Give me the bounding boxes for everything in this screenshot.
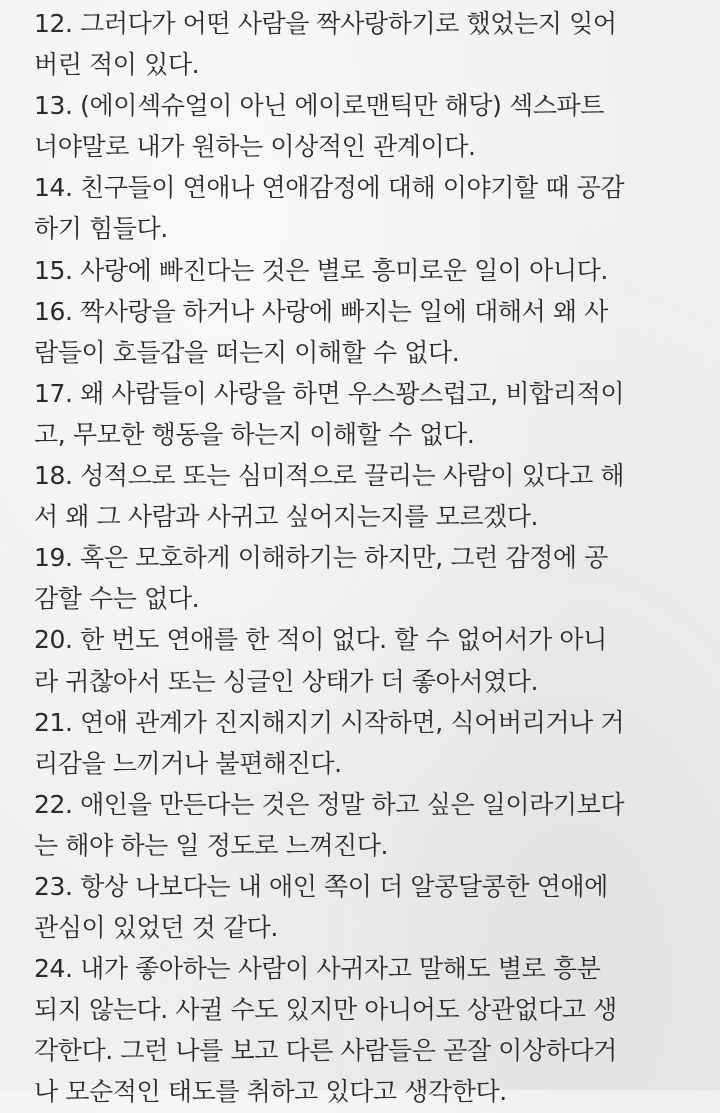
text-line: 각한다. 그런 나를 보고 다른 사람들은 곧잘 이상하다거 [34,1036,617,1066]
text-line: 나 모순적인 태도를 취하고 있다고 생각한다. [34,1077,507,1107]
list-item [34,537,700,619]
text-line: 감할 수는 없다. [34,584,200,614]
list-item [34,3,700,85]
list-item [34,784,700,866]
text-line: 되지 않는다. 사귈 수도 있지만 아니어도 상관없다고 생 [34,995,617,1025]
text-line: 21. 연애 관계가 진지해지기 시작하면, 식어버리거나 거 [34,707,625,737]
list-item [34,85,700,167]
text-line: 17. 왜 사람들이 사랑을 하면 우스꽝스럽고, 비합리적이 [34,378,625,408]
list-item [34,373,700,455]
text-line: 너야말로 내가 원하는 이상적인 관계이다. [34,132,476,162]
list-item [34,619,700,701]
text-line: 버린 적이 있다. [34,50,200,80]
text-line: 고, 무모한 행동을 하는지 이해할 수 없다. [34,419,475,449]
list-item [34,167,700,249]
text-line: 14. 친구들이 연애나 연애감정에 대해 이야기할 때 공감 [34,173,625,203]
text-line: 22. 애인을 만든다는 것은 정말 하고 싶은 일이라기보다 [34,789,625,819]
list-item [34,866,700,948]
text-line: 20. 한 번도 연애를 한 적이 없다. 할 수 없어서가 아니 [34,625,607,655]
text-line: 관심이 있었던 것 같다. [34,913,278,943]
text-line: 16. 짝사랑을 하거나 사랑에 빠지는 일에 대해서 왜 사 [34,296,608,326]
text-line: 12. 그러다가 어떤 사람을 짝사랑하기로 했었는지 잊어 [34,9,617,38]
text-line: 라 귀찮아서 또는 싱글인 상태가 더 좋아서였다. [34,666,539,696]
list-item [34,250,700,291]
text-line: 15. 사랑에 빠진다는 것은 별로 흥미로운 일이 아니다. [34,255,608,285]
text-line: 24. 내가 좋아하는 사람이 사귀자고 말해도 별로 흥분 [34,954,601,984]
list-item [34,291,700,373]
text-line: 하기 힘들다. [34,214,168,244]
list-item [34,702,700,784]
text-line: 19. 혹은 모호하게 이해하기는 하지만, 그런 감정에 공 [34,543,608,573]
list-item [34,455,700,537]
text-line: 서 왜 그 사람과 사귀고 싶어지는지를 모르겠다. [34,502,539,532]
text-line: 13. (에이섹슈얼이 아닌 에이로맨틱만 해당) 섹스파트 [34,91,605,121]
text-line: 리감을 느끼거나 불편해진다. [34,748,342,778]
text-line: 23. 항상 나보다는 내 애인 쪽이 더 알콩달콩한 연애에 [34,871,608,901]
text-line: 람들이 호들갑을 떠는지 이해할 수 없다. [34,337,460,367]
list-item [34,948,700,1112]
text-line: 는 해야 하는 일 정도로 느껴진다. [34,830,389,860]
text-line: 18. 성적으로 또는 심미적으로 끌리는 사람이 있다고 해 [34,461,625,491]
